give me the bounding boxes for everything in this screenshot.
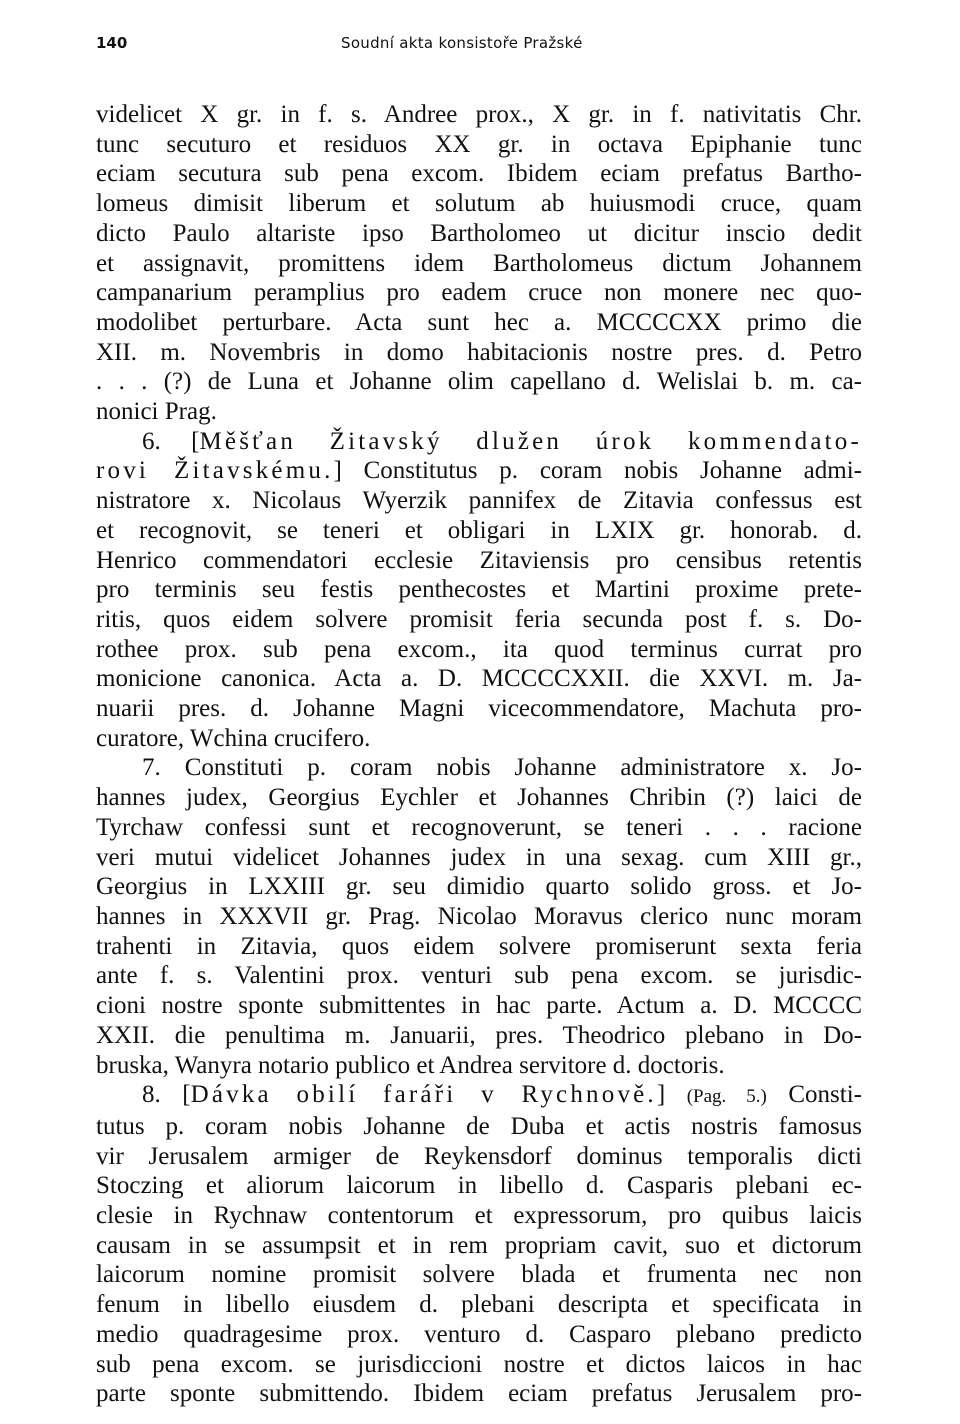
- text-line: lomeus dimisit liberum et solutum ab huiusmodi cruce, quam: [96, 190, 862, 218]
- page-reference: (Pag. 5.): [686, 1086, 767, 1108]
- text-fragment: ] Constitutus p. coram nobis Johanne admi-: [333, 457, 862, 485]
- text-line: Stoczing et aliorum laicorum in libello d. Casparis plebani ec-: [96, 1172, 862, 1200]
- text-line: parte sponte submittendo. Ibidem eciam prefatus Jerusalem pro-: [96, 1380, 862, 1408]
- text-line: XXII. die penultima m. Januarii, pres. Theodrico plebano in Do-: [96, 1021, 862, 1049]
- document-page: [96, 34, 862, 1409]
- text-line: curatore, Wchina crucifero.: [96, 724, 371, 752]
- text-line: ritis, quos eidem solvere promisit feria secunda post f. s. Do-: [96, 605, 862, 633]
- text-line: veri mutui videlicet Johannes judex in una sexag. cum XIII gr.,: [96, 843, 862, 871]
- text-line: Georgius in LXXIII gr. seu dimidio quarto solido gross. et Jo-: [96, 873, 862, 901]
- entry-number: 6. [: [142, 427, 200, 455]
- text-line: hannes in XXXVII gr. Prag. Nicolao Moravus clerico nunc moram: [96, 902, 862, 930]
- text-line: fenum in libello eiusdem d. plebani descripta et specificata in: [96, 1291, 862, 1319]
- text-line: cioni nostre sponte submittentes in hac parte. Actum a. D. MCCCC: [96, 992, 862, 1020]
- text-line: trahenti in Zitavia, quos eidem solvere promiserunt sexta feria: [96, 932, 862, 960]
- running-title: Soudní akta konsistoře Pražské: [341, 34, 583, 52]
- text-line: Henrico commendatori ecclesie Zitaviensis pro censibus retentis: [96, 546, 862, 574]
- text-line: nuarii pres. d. Johanne Magni vicecommendatore, Machuta pro-: [96, 695, 862, 723]
- entry-7-line: 7. Constituti p. coram nobis Johanne administratore x. Jo-: [142, 754, 862, 782]
- text-line: campanarium peramplius pro eadem cruce non monere nec quo-: [96, 279, 862, 307]
- text-line: eciam secutura sub pena excom. Ibidem eciam prefatus Bartho-: [96, 160, 862, 188]
- text-fragment: Consti-: [766, 1081, 862, 1109]
- entry-title: Dávka obilí faráři v Rychnově.: [190, 1081, 657, 1109]
- text-line: pro terminis seu festis penthecostes et Martini proxime prete-: [96, 576, 862, 604]
- entry-6-title-line: [96, 456, 862, 486]
- text-line: dicto Paulo altariste ipso Bartholomeo ut dicitur inscio dedit: [96, 219, 862, 247]
- running-header: [96, 34, 862, 58]
- entry-title: rovi Žitavskému.: [96, 457, 334, 485]
- entry-8-heading-line: [96, 1080, 862, 1112]
- page-number: 140: [96, 34, 128, 52]
- text-line: nistratore x. Nicolaus Wyerzik pannifex de Zitavia confessus est: [96, 487, 862, 515]
- text-line: ante f. s. Valentini prox. venturi sub pena excom. se jurisdic-: [96, 962, 862, 990]
- text-line: clesie in Rychnaw contentorum et expressorum, pro quibus laicis: [96, 1202, 862, 1230]
- text-line: tunc secuturo et residuos XX gr. in octava Epiphanie tunc: [96, 130, 862, 158]
- text-line: . . . (?) de Luna et Johanne olim capellano d. Welislai b. m. ca-: [96, 368, 862, 396]
- text-line: XII. m. Novembris in domo habitacionis nostre pres. d. Petro: [96, 338, 862, 366]
- text-line: hannes judex, Georgius Eychler et Johannes Chribin (?) laici de: [96, 784, 862, 812]
- entry-6-heading-line: [96, 427, 862, 457]
- text-line: causam in se assumpsit et in rem propriam cavit, suo et dictorum: [96, 1231, 862, 1259]
- text-line: vir Jerusalem armiger de Reykensdorf dominus temporalis dicti: [96, 1142, 862, 1170]
- text-line: bruska, Wanyra notario publico et Andrea servitore d. doctoris.: [96, 1051, 725, 1079]
- text-fragment: ]: [656, 1081, 687, 1109]
- entry-title: Měšťan Žitavský dlužen úrok kommendato-: [199, 427, 862, 455]
- text-line: monicione canonica. Acta a. D. MCCCCXXII. die XXVI. m. Ja-: [96, 665, 862, 693]
- entry-number: 8. [: [142, 1081, 191, 1109]
- text-line: laicorum nomine promisit solvere blada et frumenta nec non: [96, 1261, 862, 1289]
- text-line: modolibet perturbare. Acta sunt hec a. MCCCCXX primo die: [96, 308, 862, 336]
- text-line: nonici Prag.: [96, 398, 217, 426]
- text-line: et assignavit, promittens idem Bartholomeus dictum Johannem: [96, 249, 862, 277]
- text-line: medio quadragesime prox. venturo d. Casparo plebano predicto: [96, 1320, 862, 1348]
- body-text: [96, 100, 862, 1409]
- text-line: rothee prox. sub pena excom., ita quod terminus currat pro: [96, 635, 862, 663]
- text-line: tutus p. coram nobis Johanne de Duba et actis nostris famosus: [96, 1112, 862, 1140]
- text-line: videlicet X gr. in f. s. Andree prox., X gr. in f. nativitatis Chr.: [96, 101, 862, 128]
- text-line: et recognovit, se teneri et obligari in LXIX gr. honorab. d.: [96, 516, 862, 544]
- text-line: Tyrchaw confessi sunt et recognoverunt, se teneri . . . racione: [96, 813, 862, 841]
- text-line: sub pena excom. se jurisdiccioni nostre et dictos laicos in hac: [96, 1350, 862, 1378]
